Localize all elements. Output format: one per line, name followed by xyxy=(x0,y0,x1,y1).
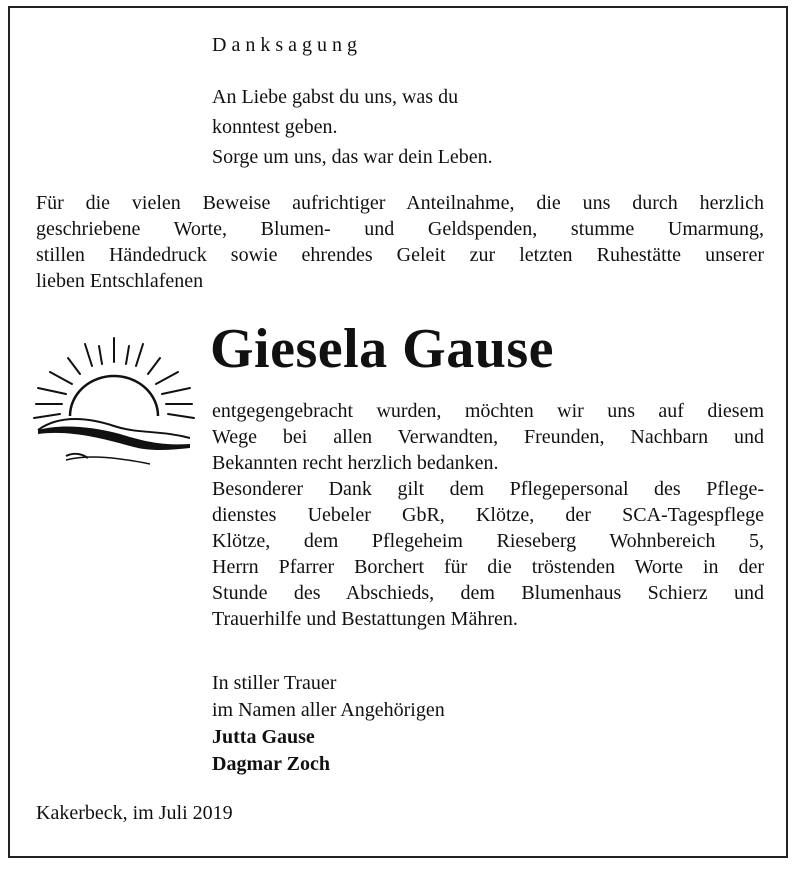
sunset-over-hills-icon xyxy=(30,334,200,474)
body-line: entgegengebracht wurden, möchten wir uns auf diesem xyxy=(212,400,764,422)
body-line: Bekannten recht herzlich bedanken. xyxy=(212,452,499,474)
closing-line: im Namen aller Angehörigen xyxy=(212,699,445,721)
signer-name: Dagmar Zoch xyxy=(212,753,330,775)
intro-line: Für die vielen Beweise aufrichtiger Anteilnahme, die uns durch herzlich xyxy=(36,192,764,214)
body-paragraph xyxy=(212,398,764,632)
closing-block xyxy=(212,670,445,778)
body-line: Stunde des Abschieds, dem Blumenhaus Schierz und xyxy=(212,582,764,604)
body-line: Besonderer Dank gilt dem Pflegepersonal des Pflege- xyxy=(212,478,764,500)
signer-name: Jutta Gause xyxy=(212,726,315,748)
deceased-name: Giesela Gause xyxy=(210,318,555,380)
place-date: Kakerbeck, im Juli 2019 xyxy=(36,802,233,824)
intro-line: lieben Entschlafenen xyxy=(36,270,204,292)
body-line: Trauerhilfe und Bestattungen Mähren. xyxy=(212,608,518,630)
body-line: dienstes Uebeler GbR, Klötze, der SCA-Tagespflege xyxy=(212,504,764,526)
closing-line: In stiller Trauer xyxy=(212,672,337,694)
poem-line: An Liebe gabst du uns, was du xyxy=(212,86,459,108)
poem-line: Sorge um uns, das war dein Leben. xyxy=(212,146,493,168)
body-line: Herrn Pfarrer Borchert für die tröstenden Worte in der xyxy=(212,556,764,578)
poem-line: konntest geben. xyxy=(212,116,338,138)
intro-line: geschriebene Worte, Blumen- und Geldspenden, stumme Umarmung, xyxy=(36,218,764,240)
notice-heading: Danksagung xyxy=(212,34,362,56)
poem-verse xyxy=(212,82,493,172)
body-line: Klötze, dem Pflegeheim Rieseberg Wohnbereich 5, xyxy=(212,530,764,552)
body-line: Wege bei allen Verwandten, Freunden, Nachbarn und xyxy=(212,426,764,448)
intro-paragraph xyxy=(36,190,764,294)
intro-line: stillen Händedruck sowie ehrendes Geleit zur letzten Ruhestätte unserer xyxy=(36,244,764,266)
